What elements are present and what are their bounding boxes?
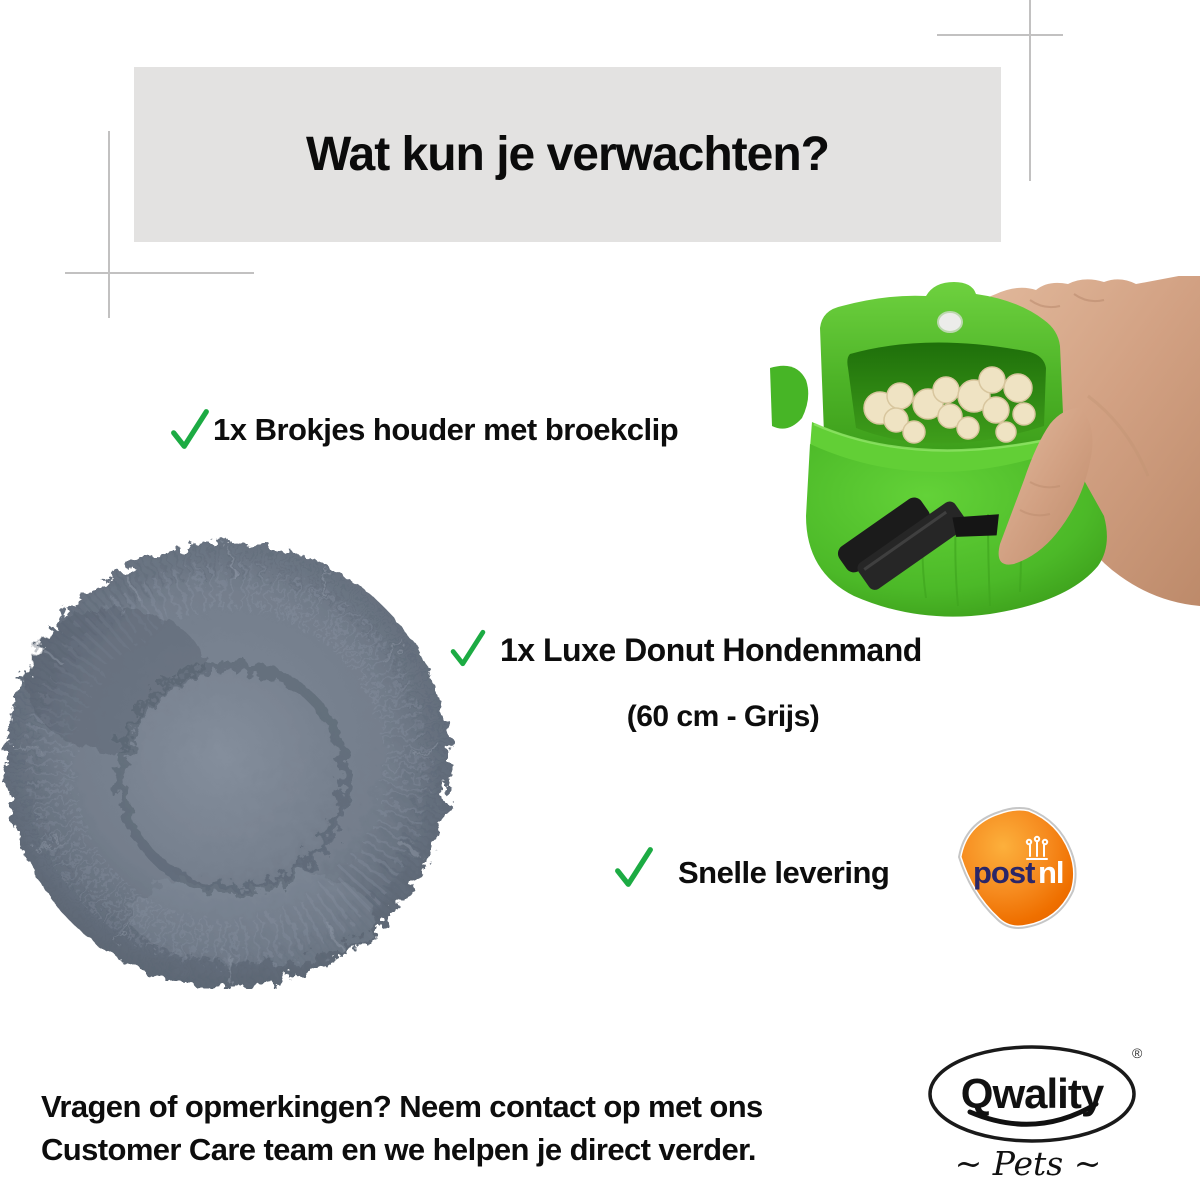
crosshair-horizontal-line <box>937 34 1063 36</box>
registered-mark: ® <box>1132 1045 1143 1061</box>
customer-care-note <box>41 1085 763 1171</box>
green-treat-pouch-in-hand-photo <box>768 276 1200 624</box>
checklist-item-delivery: Snelle levering <box>678 855 890 890</box>
customer-care-line2: Customer Care team en we helpen je direct verder. <box>41 1132 756 1167</box>
checkmark-icon <box>167 404 213 454</box>
postnl-logo <box>951 799 1082 935</box>
grey-fluffy-donut-dog-bed-photo <box>0 533 468 989</box>
brand-name: Qwality <box>960 1070 1104 1117</box>
postnl-text-post: post <box>973 855 1035 890</box>
crosshair-vertical-line <box>1029 0 1031 181</box>
checklist-item-pouch: 1x Brokjes houder met broekclip <box>213 412 679 447</box>
customer-care-line1: Vragen of opmerkingen? Neem contact op met ons <box>41 1089 763 1124</box>
postnl-text-nl: nl <box>1038 855 1064 890</box>
checkmark-icon <box>611 842 657 892</box>
brand-tagline: ~ Pets ~ <box>954 1144 1102 1181</box>
bed-fur <box>6 543 450 987</box>
crosshair-horizontal-line <box>65 272 254 274</box>
qwality-pets-logo <box>918 1042 1153 1181</box>
crosshair-vertical-line <box>108 131 110 318</box>
magnet-button <box>938 312 962 332</box>
title-banner <box>134 67 1001 242</box>
page-title: Wat kun je verwachten? <box>305 128 829 181</box>
checklist-item-bed-size: (60 cm - Grijs) <box>626 700 820 733</box>
checklist-item-bed: 1x Luxe Donut Hondenmand <box>500 632 922 668</box>
pouch-left-corner <box>770 366 808 429</box>
